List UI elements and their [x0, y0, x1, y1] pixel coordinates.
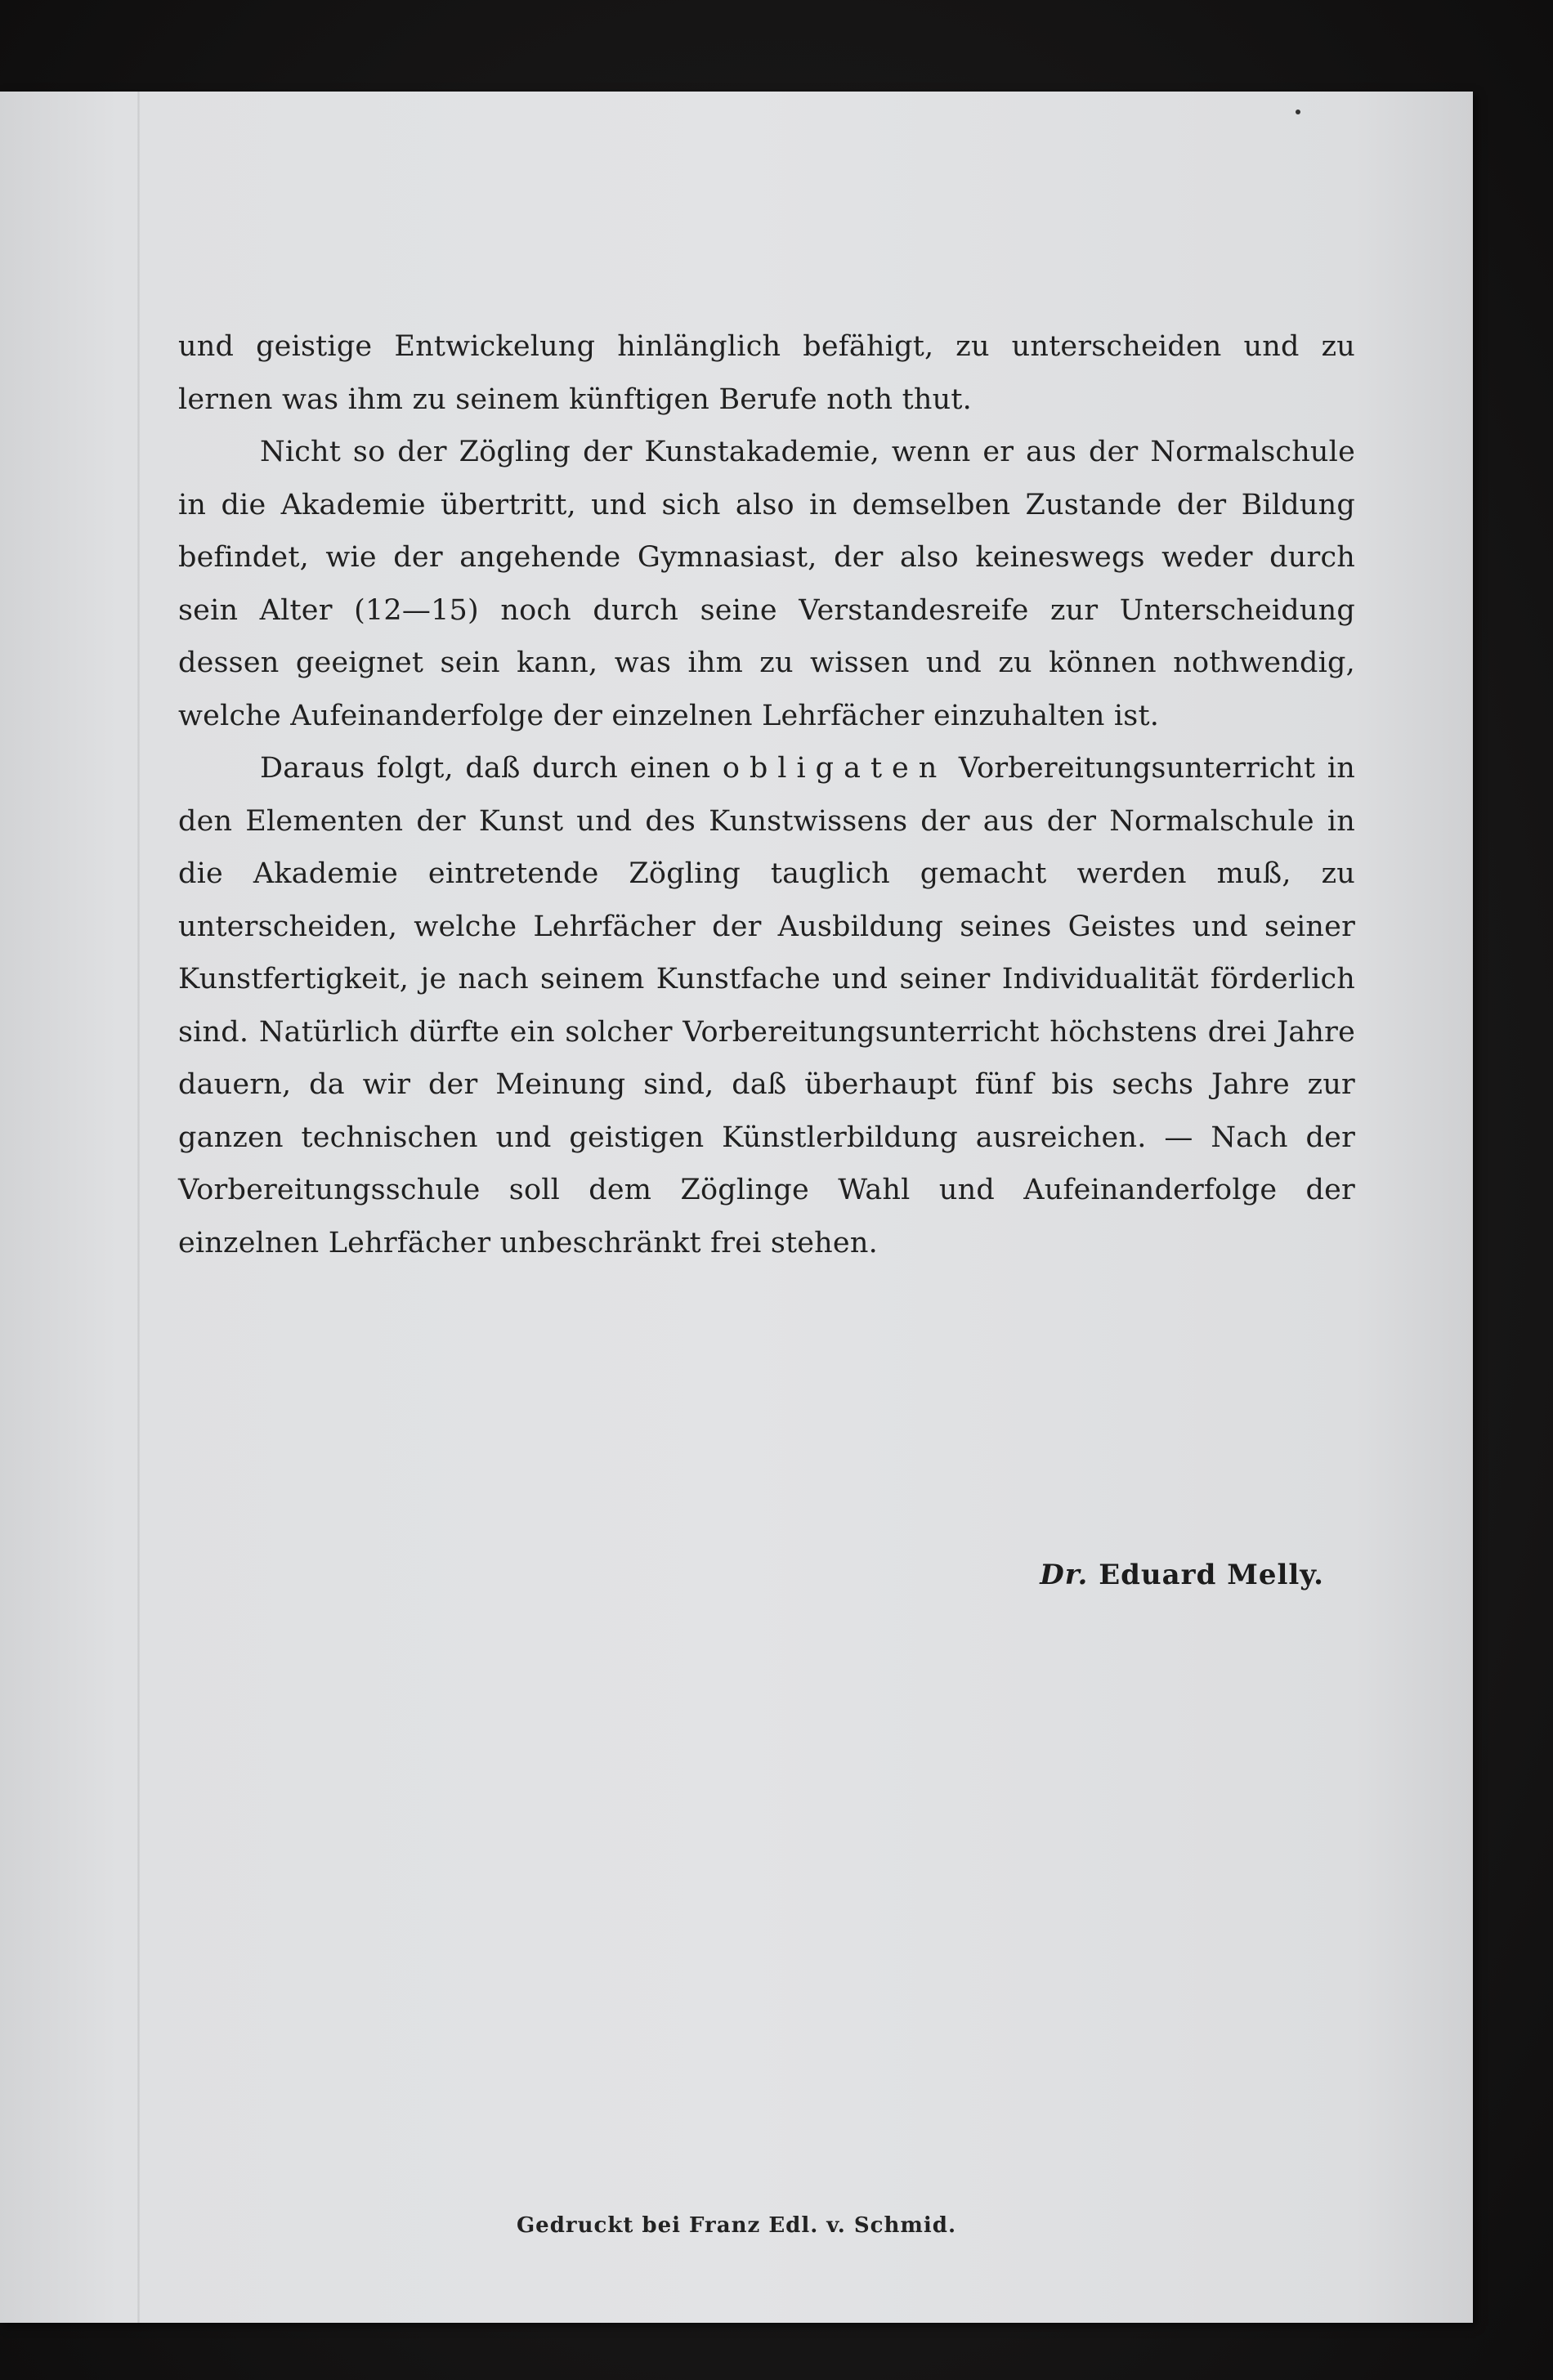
- paragraph-3-text-before: Daraus folgt, daß durch einen: [260, 752, 723, 785]
- page-fold-line: [137, 92, 140, 2323]
- signature-title: Dr.: [1040, 1559, 1089, 1591]
- signature-name: Eduard Melly.: [1099, 1559, 1324, 1591]
- body-text: [178, 320, 1355, 1269]
- ink-speck: [1296, 110, 1300, 114]
- paragraph-3-text-after: Vorbereitungsunterricht in den Elementen der Kunst und des Kunstwissens der aus der Normalschule in die Akademie eintretende Zögling tauglich gemacht werden muß, zu unterscheiden, welche Lehrfächer der Ausbildung seines Geistes und seiner Kunstfertigkeit, je nach seinem Kunstfache und seiner Individualität förderlich sind. Natürlich dürfte ein solcher Vorbereitungsunterricht höchstens drei Jahre dauern, da wir der Meinung sind, daß überhaupt fünf bis sechs Jahre zur ganzen technischen und geistigen Künstlerbildung ausreichen. — Nach der Vorbereitungsschule soll dem Zöglinge Wahl und Aufeinanderfolge der einzelnen Lehrfächer unbeschränkt frei stehen.: [178, 752, 1355, 1259]
- document-page: [0, 92, 1473, 2323]
- paragraph-3: [178, 742, 1355, 1269]
- paragraph-2-text: Nicht so der Zögling der Kunstakademie, wenn er aus der Normalschule in die Akademie übertritt, und sich also in demselben Zustande der Bildung befindet, wie der angehende Gymnasiast, der also keineswegs weder durch sein Alter (12—15) noch durch seine Verstandesreife zur Unterscheidung dessen geeignet sein kann, was ihm zu wissen und zu können nothwendig, welche Aufeinanderfolge der einzelnen Lehrfächer einzuhalten ist.: [178, 436, 1355, 732]
- paragraph-1-text: und geistige Entwickelung hinlänglich befähigt, zu unterscheiden und zu lernen was ihm zu seinem künftigen Berufe noth thut.: [178, 330, 1355, 416]
- paragraph-2: [178, 426, 1355, 742]
- printer-imprint: Gedruckt bei Franz Edl. v. Schmid.: [516, 2213, 957, 2238]
- paragraph-1: [178, 320, 1355, 426]
- author-signature: [1014, 1559, 1324, 1591]
- paragraph-3-spaced-word: obligaten: [722, 752, 947, 785]
